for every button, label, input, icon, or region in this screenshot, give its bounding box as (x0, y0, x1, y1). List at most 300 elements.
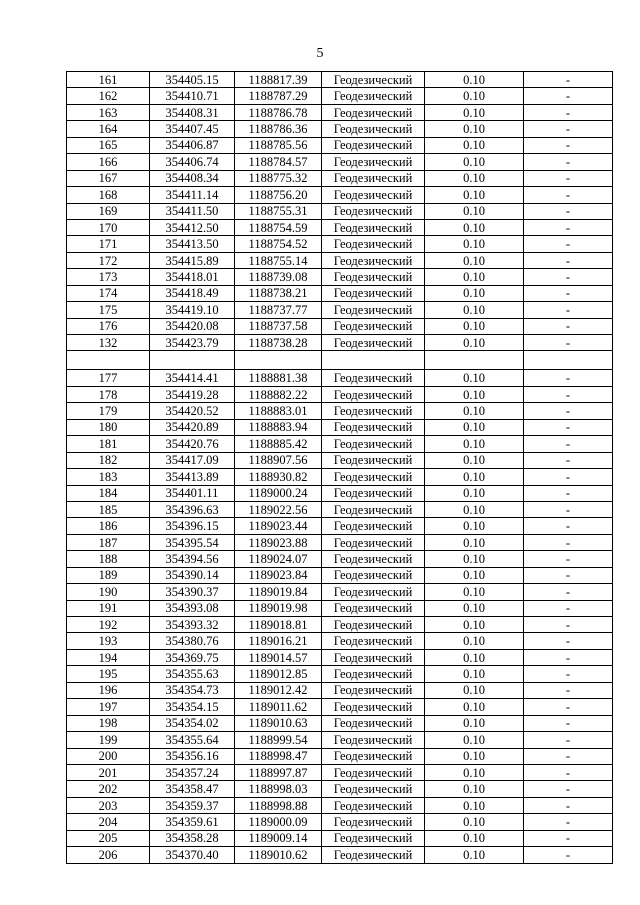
accuracy-cell: 0.10 (425, 154, 524, 170)
point-number-cell: 199 (67, 732, 150, 748)
x-coordinate-cell: 354417.09 (150, 452, 235, 468)
method-cell: Геодезический (322, 567, 425, 583)
empty-cell (322, 351, 425, 370)
y-coordinate-cell: 1189018.81 (235, 617, 322, 633)
accuracy-cell: 0.10 (425, 847, 524, 863)
y-coordinate-cell: 1188786.78 (235, 104, 322, 120)
accuracy-cell: 0.10 (425, 830, 524, 846)
accuracy-cell: 0.10 (425, 649, 524, 665)
accuracy-cell: 0.10 (425, 137, 524, 153)
point-number-cell: 194 (67, 649, 150, 665)
y-coordinate-cell: 1188998.47 (235, 748, 322, 764)
point-number-cell: 170 (67, 219, 150, 235)
note-cell: - (524, 137, 613, 153)
x-coordinate-cell: 354396.15 (150, 518, 235, 534)
point-number-cell: 185 (67, 501, 150, 517)
table-row (67, 715, 613, 731)
x-coordinate-cell: 354354.73 (150, 682, 235, 698)
empty-cell (67, 351, 150, 370)
point-number-cell: 163 (67, 104, 150, 120)
note-cell: - (524, 847, 613, 863)
accuracy-cell: 0.10 (425, 748, 524, 764)
method-cell: Геодезический (322, 403, 425, 419)
table-row (67, 154, 613, 170)
y-coordinate-cell: 1189024.07 (235, 551, 322, 567)
note-cell: - (524, 219, 613, 235)
method-cell: Геодезический (322, 649, 425, 665)
note-cell: - (524, 567, 613, 583)
accuracy-cell: 0.10 (425, 600, 524, 616)
method-cell: Геодезический (322, 485, 425, 501)
y-coordinate-cell: 1189012.42 (235, 682, 322, 698)
x-coordinate-cell: 354390.14 (150, 567, 235, 583)
x-coordinate-cell: 354406.74 (150, 154, 235, 170)
method-cell: Геодезический (322, 88, 425, 104)
point-number-cell: 171 (67, 236, 150, 252)
y-coordinate-cell: 1188885.42 (235, 436, 322, 452)
table-row (67, 847, 613, 863)
point-number-cell: 187 (67, 534, 150, 550)
table-row (67, 485, 613, 501)
point-number-cell: 177 (67, 370, 150, 386)
accuracy-cell: 0.10 (425, 567, 524, 583)
point-number-cell: 196 (67, 682, 150, 698)
note-cell: - (524, 682, 613, 698)
table-row (67, 72, 613, 88)
accuracy-cell: 0.10 (425, 403, 524, 419)
y-coordinate-cell: 1189012.85 (235, 666, 322, 682)
table-row (67, 814, 613, 830)
method-cell: Геодезический (322, 318, 425, 334)
table-row (67, 137, 613, 153)
method-cell: Геодезический (322, 219, 425, 235)
accuracy-cell: 0.10 (425, 666, 524, 682)
note-cell: - (524, 302, 613, 318)
table-row (67, 732, 613, 748)
y-coordinate-cell: 1188817.39 (235, 72, 322, 88)
accuracy-cell: 0.10 (425, 469, 524, 485)
y-coordinate-cell: 1188754.59 (235, 219, 322, 235)
method-cell: Геодезический (322, 600, 425, 616)
note-cell: - (524, 104, 613, 120)
point-number-cell: 132 (67, 335, 150, 351)
x-coordinate-cell: 354359.61 (150, 814, 235, 830)
point-number-cell: 193 (67, 633, 150, 649)
y-coordinate-cell: 1188907.56 (235, 452, 322, 468)
accuracy-cell: 0.10 (425, 518, 524, 534)
note-cell: - (524, 830, 613, 846)
y-coordinate-cell: 1189014.57 (235, 649, 322, 665)
note-cell: - (524, 715, 613, 731)
point-number-cell: 195 (67, 666, 150, 682)
x-coordinate-cell: 354420.76 (150, 436, 235, 452)
table-row (67, 386, 613, 402)
accuracy-cell: 0.10 (425, 633, 524, 649)
note-cell: - (524, 88, 613, 104)
y-coordinate-cell: 1189010.62 (235, 847, 322, 863)
method-cell: Геодезический (322, 285, 425, 301)
point-number-cell: 168 (67, 187, 150, 203)
y-coordinate-cell: 1188998.03 (235, 781, 322, 797)
method-cell: Геодезический (322, 203, 425, 219)
note-cell: - (524, 436, 613, 452)
y-coordinate-cell: 1188739.08 (235, 269, 322, 285)
table-row (67, 370, 613, 386)
empty-cell (235, 351, 322, 370)
method-cell: Геодезический (322, 814, 425, 830)
method-cell: Геодезический (322, 187, 425, 203)
x-coordinate-cell: 354408.34 (150, 170, 235, 186)
method-cell: Геодезический (322, 781, 425, 797)
table-row-separator (67, 351, 613, 370)
point-number-cell: 180 (67, 419, 150, 435)
method-cell: Геодезический (322, 154, 425, 170)
x-coordinate-cell: 354355.64 (150, 732, 235, 748)
note-cell: - (524, 617, 613, 633)
method-cell: Геодезический (322, 370, 425, 386)
point-number-cell: 181 (67, 436, 150, 452)
table-row (67, 419, 613, 435)
accuracy-cell: 0.10 (425, 617, 524, 633)
x-coordinate-cell: 354358.28 (150, 830, 235, 846)
x-coordinate-cell: 354394.56 (150, 551, 235, 567)
accuracy-cell: 0.10 (425, 318, 524, 334)
y-coordinate-cell: 1188737.58 (235, 318, 322, 334)
method-cell: Геодезический (322, 682, 425, 698)
note-cell: - (524, 781, 613, 797)
y-coordinate-cell: 1188883.01 (235, 403, 322, 419)
method-cell: Геодезический (322, 534, 425, 550)
y-coordinate-cell: 1188755.31 (235, 203, 322, 219)
note-cell: - (524, 285, 613, 301)
accuracy-cell: 0.10 (425, 551, 524, 567)
point-number-cell: 188 (67, 551, 150, 567)
accuracy-cell: 0.10 (425, 452, 524, 468)
accuracy-cell: 0.10 (425, 88, 524, 104)
x-coordinate-cell: 354357.24 (150, 764, 235, 780)
method-cell: Геодезический (322, 121, 425, 137)
point-number-cell: 200 (67, 748, 150, 764)
point-number-cell: 178 (67, 386, 150, 402)
table-row (67, 830, 613, 846)
table-row (67, 285, 613, 301)
y-coordinate-cell: 1188785.56 (235, 137, 322, 153)
x-coordinate-cell: 354415.89 (150, 252, 235, 268)
note-cell: - (524, 551, 613, 567)
empty-cell (524, 351, 613, 370)
table-row (67, 699, 613, 715)
y-coordinate-cell: 1188883.94 (235, 419, 322, 435)
method-cell: Геодезический (322, 830, 425, 846)
y-coordinate-cell: 1189023.88 (235, 534, 322, 550)
y-coordinate-cell: 1189011.62 (235, 699, 322, 715)
note-cell: - (524, 814, 613, 830)
x-coordinate-cell: 354410.71 (150, 88, 235, 104)
point-number-cell: 183 (67, 469, 150, 485)
method-cell: Геодезический (322, 847, 425, 863)
x-coordinate-cell: 354419.10 (150, 302, 235, 318)
table-row (67, 335, 613, 351)
empty-cell (150, 351, 235, 370)
accuracy-cell: 0.10 (425, 699, 524, 715)
note-cell: - (524, 403, 613, 419)
accuracy-cell: 0.10 (425, 534, 524, 550)
x-coordinate-cell: 354405.15 (150, 72, 235, 88)
y-coordinate-cell: 1188754.52 (235, 236, 322, 252)
y-coordinate-cell: 1189000.24 (235, 485, 322, 501)
table-row (67, 269, 613, 285)
x-coordinate-cell: 354395.54 (150, 534, 235, 550)
x-coordinate-cell: 354413.50 (150, 236, 235, 252)
table-row (67, 121, 613, 137)
accuracy-cell: 0.10 (425, 584, 524, 600)
note-cell: - (524, 203, 613, 219)
table-row (67, 302, 613, 318)
accuracy-cell: 0.10 (425, 104, 524, 120)
point-number-cell: 198 (67, 715, 150, 731)
y-coordinate-cell: 1189016.21 (235, 633, 322, 649)
note-cell: - (524, 335, 613, 351)
accuracy-cell: 0.10 (425, 764, 524, 780)
note-cell: - (524, 469, 613, 485)
y-coordinate-cell: 1189010.63 (235, 715, 322, 731)
note-cell: - (524, 633, 613, 649)
method-cell: Геодезический (322, 617, 425, 633)
y-coordinate-cell: 1188738.28 (235, 335, 322, 351)
accuracy-cell: 0.10 (425, 781, 524, 797)
y-coordinate-cell: 1188999.54 (235, 732, 322, 748)
table-row (67, 600, 613, 616)
x-coordinate-cell: 354406.87 (150, 137, 235, 153)
accuracy-cell: 0.10 (425, 370, 524, 386)
accuracy-cell: 0.10 (425, 252, 524, 268)
note-cell: - (524, 370, 613, 386)
accuracy-cell: 0.10 (425, 121, 524, 137)
note-cell: - (524, 699, 613, 715)
method-cell: Геодезический (322, 715, 425, 731)
method-cell: Геодезический (322, 501, 425, 517)
note-cell: - (524, 748, 613, 764)
table-row (67, 764, 613, 780)
point-number-cell: 190 (67, 584, 150, 600)
point-number-cell: 191 (67, 600, 150, 616)
point-number-cell: 164 (67, 121, 150, 137)
point-number-cell: 175 (67, 302, 150, 318)
accuracy-cell: 0.10 (425, 170, 524, 186)
method-cell: Геодезический (322, 419, 425, 435)
point-number-cell: 174 (67, 285, 150, 301)
empty-cell (425, 351, 524, 370)
y-coordinate-cell: 1188881.38 (235, 370, 322, 386)
point-number-cell: 172 (67, 252, 150, 268)
point-number-cell: 197 (67, 699, 150, 715)
point-number-cell: 173 (67, 269, 150, 285)
method-cell: Геодезический (322, 551, 425, 567)
accuracy-cell: 0.10 (425, 419, 524, 435)
note-cell: - (524, 154, 613, 170)
method-cell: Геодезический (322, 732, 425, 748)
y-coordinate-cell: 1188784.57 (235, 154, 322, 170)
point-number-cell: 182 (67, 452, 150, 468)
table-row (67, 534, 613, 550)
x-coordinate-cell: 354411.14 (150, 187, 235, 203)
accuracy-cell: 0.10 (425, 269, 524, 285)
y-coordinate-cell: 1188882.22 (235, 386, 322, 402)
table-row (67, 203, 613, 219)
accuracy-cell: 0.10 (425, 501, 524, 517)
x-coordinate-cell: 354370.40 (150, 847, 235, 863)
table-row (67, 682, 613, 698)
accuracy-cell: 0.10 (425, 436, 524, 452)
y-coordinate-cell: 1188756.20 (235, 187, 322, 203)
x-coordinate-cell: 354393.32 (150, 617, 235, 633)
point-number-cell: 202 (67, 781, 150, 797)
method-cell: Геодезический (322, 797, 425, 813)
accuracy-cell: 0.10 (425, 335, 524, 351)
y-coordinate-cell: 1188786.36 (235, 121, 322, 137)
table-row (67, 318, 613, 334)
note-cell: - (524, 649, 613, 665)
method-cell: Геодезический (322, 699, 425, 715)
point-number-cell: 162 (67, 88, 150, 104)
x-coordinate-cell: 354369.75 (150, 649, 235, 665)
point-number-cell: 192 (67, 617, 150, 633)
y-coordinate-cell: 1188738.21 (235, 285, 322, 301)
point-number-cell: 179 (67, 403, 150, 419)
x-coordinate-cell: 354393.08 (150, 600, 235, 616)
note-cell: - (524, 252, 613, 268)
y-coordinate-cell: 1188998.88 (235, 797, 322, 813)
note-cell: - (524, 534, 613, 550)
x-coordinate-cell: 354420.08 (150, 318, 235, 334)
method-cell: Геодезический (322, 633, 425, 649)
point-number-cell: 169 (67, 203, 150, 219)
table-row (67, 452, 613, 468)
point-number-cell: 184 (67, 485, 150, 501)
accuracy-cell: 0.10 (425, 682, 524, 698)
x-coordinate-cell: 354423.79 (150, 335, 235, 351)
y-coordinate-cell: 1188930.82 (235, 469, 322, 485)
method-cell: Геодезический (322, 469, 425, 485)
x-coordinate-cell: 354420.52 (150, 403, 235, 419)
method-cell: Геодезический (322, 137, 425, 153)
x-coordinate-cell: 354413.89 (150, 469, 235, 485)
x-coordinate-cell: 354356.16 (150, 748, 235, 764)
x-coordinate-cell: 354354.15 (150, 699, 235, 715)
x-coordinate-cell: 354358.47 (150, 781, 235, 797)
y-coordinate-cell: 1188997.87 (235, 764, 322, 780)
method-cell: Геодезический (322, 584, 425, 600)
note-cell: - (524, 600, 613, 616)
table-row (67, 252, 613, 268)
note-cell: - (524, 72, 613, 88)
method-cell: Геодезический (322, 72, 425, 88)
coordinates-table-body (67, 72, 613, 864)
point-number-cell: 161 (67, 72, 150, 88)
table-row (67, 748, 613, 764)
accuracy-cell: 0.10 (425, 236, 524, 252)
note-cell: - (524, 269, 613, 285)
point-number-cell: 204 (67, 814, 150, 830)
note-cell: - (524, 121, 613, 137)
accuracy-cell: 0.10 (425, 203, 524, 219)
y-coordinate-cell: 1189022.56 (235, 501, 322, 517)
method-cell: Геодезический (322, 335, 425, 351)
point-number-cell: 205 (67, 830, 150, 846)
accuracy-cell: 0.10 (425, 302, 524, 318)
table-row (67, 518, 613, 534)
table-row (67, 567, 613, 583)
y-coordinate-cell: 1189019.98 (235, 600, 322, 616)
point-number-cell: 206 (67, 847, 150, 863)
table-row (67, 219, 613, 235)
x-coordinate-cell: 354380.76 (150, 633, 235, 649)
note-cell: - (524, 386, 613, 402)
accuracy-cell: 0.10 (425, 285, 524, 301)
point-number-cell: 166 (67, 154, 150, 170)
x-coordinate-cell: 354401.11 (150, 485, 235, 501)
method-cell: Геодезический (322, 748, 425, 764)
accuracy-cell: 0.10 (425, 797, 524, 813)
y-coordinate-cell: 1189009.14 (235, 830, 322, 846)
table-row (67, 88, 613, 104)
accuracy-cell: 0.10 (425, 386, 524, 402)
method-cell: Геодезический (322, 302, 425, 318)
y-coordinate-cell: 1189023.84 (235, 567, 322, 583)
method-cell: Геодезический (322, 452, 425, 468)
table-row (67, 170, 613, 186)
note-cell: - (524, 501, 613, 517)
accuracy-cell: 0.10 (425, 485, 524, 501)
table-row (67, 649, 613, 665)
table-row (67, 236, 613, 252)
point-number-cell: 176 (67, 318, 150, 334)
method-cell: Геодезический (322, 518, 425, 534)
y-coordinate-cell: 1188775.32 (235, 170, 322, 186)
table-row (67, 617, 613, 633)
table-row (67, 104, 613, 120)
method-cell: Геодезический (322, 252, 425, 268)
note-cell: - (524, 452, 613, 468)
x-coordinate-cell: 354418.49 (150, 285, 235, 301)
note-cell: - (524, 764, 613, 780)
y-coordinate-cell: 1189019.84 (235, 584, 322, 600)
y-coordinate-cell: 1189000.09 (235, 814, 322, 830)
table-row (67, 403, 613, 419)
method-cell: Геодезический (322, 104, 425, 120)
accuracy-cell: 0.10 (425, 72, 524, 88)
x-coordinate-cell: 354396.63 (150, 501, 235, 517)
x-coordinate-cell: 354414.41 (150, 370, 235, 386)
note-cell: - (524, 518, 613, 534)
table-row (67, 584, 613, 600)
x-coordinate-cell: 354411.50 (150, 203, 235, 219)
accuracy-cell: 0.10 (425, 715, 524, 731)
point-number-cell: 167 (67, 170, 150, 186)
method-cell: Геодезический (322, 170, 425, 186)
x-coordinate-cell: 354408.31 (150, 104, 235, 120)
table-row (67, 469, 613, 485)
x-coordinate-cell: 354355.63 (150, 666, 235, 682)
table-row (67, 436, 613, 452)
coordinates-table (66, 71, 613, 864)
note-cell: - (524, 732, 613, 748)
note-cell: - (524, 419, 613, 435)
point-number-cell: 165 (67, 137, 150, 153)
x-coordinate-cell: 354359.37 (150, 797, 235, 813)
table-row (67, 797, 613, 813)
table-row (67, 501, 613, 517)
